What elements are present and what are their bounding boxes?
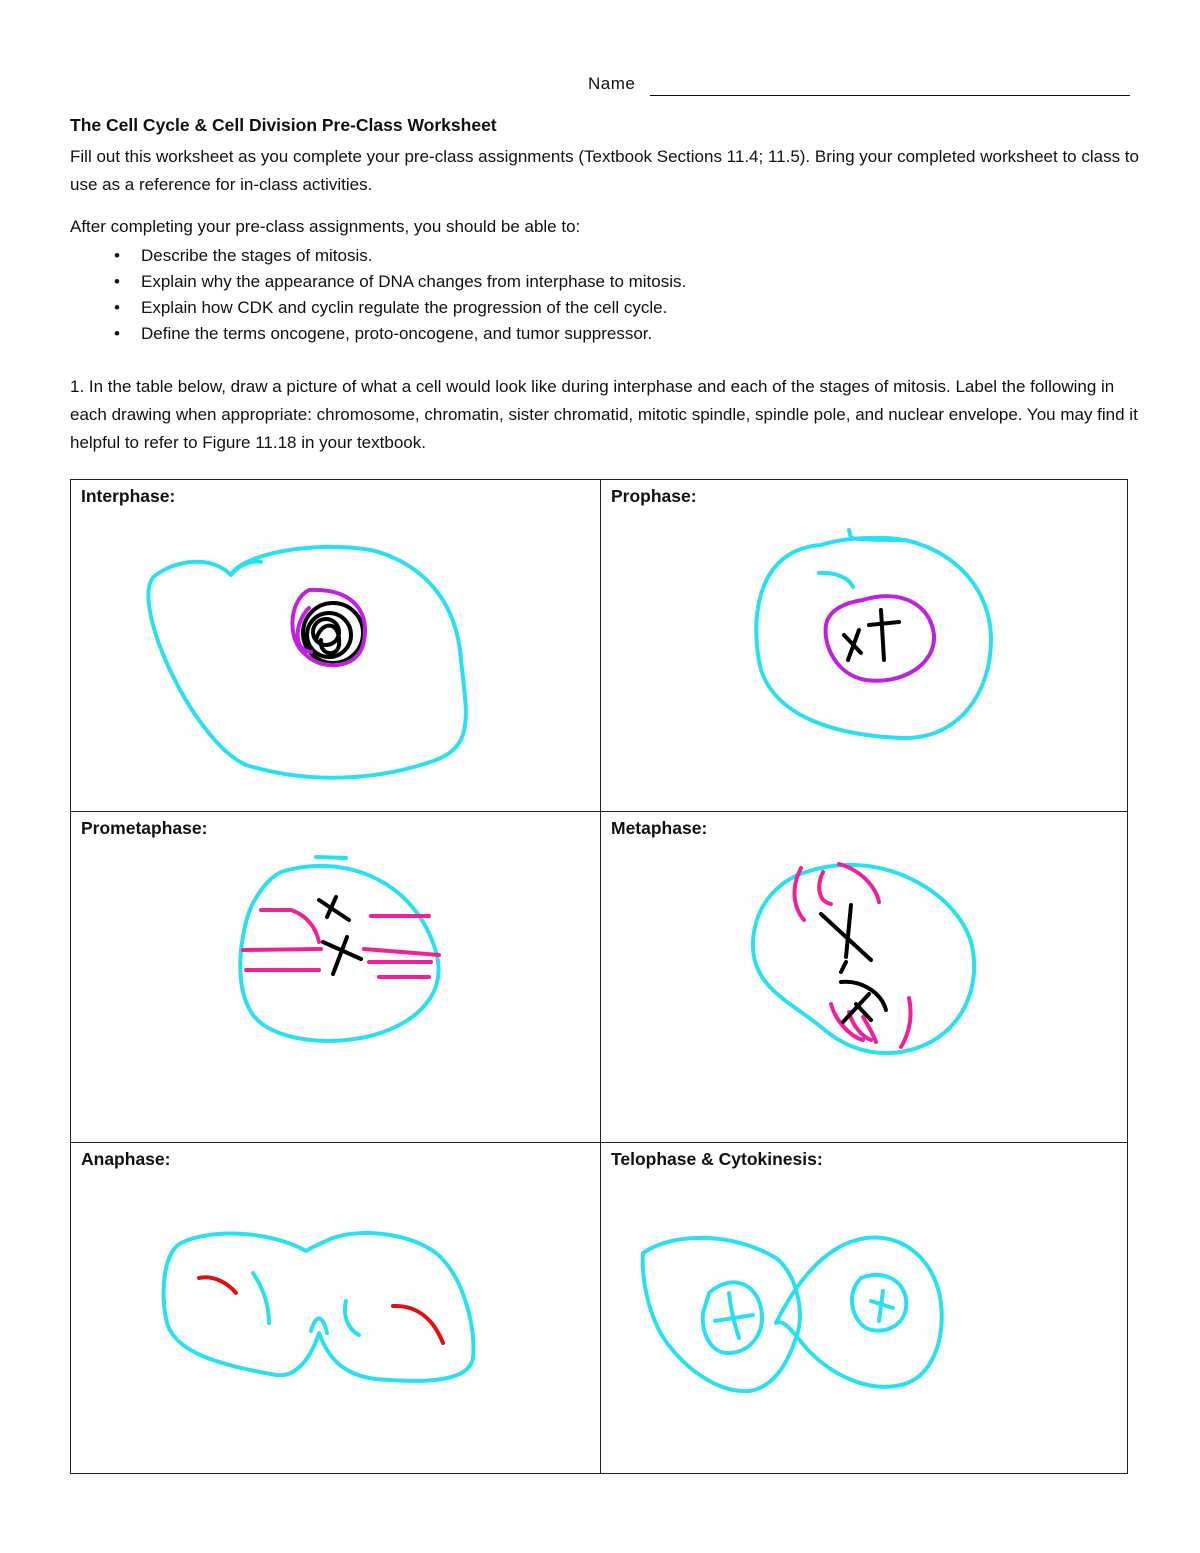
mitotic-spindle (243, 910, 439, 977)
cell-membrane-stroke (231, 562, 261, 575)
objective-item: • Define the terms oncogene, proto-oncogene, and tumor suppressor. (70, 321, 686, 347)
bullet-icon: • (114, 272, 120, 291)
chromatin-scribble (303, 603, 363, 663)
bullet-icon: • (114, 298, 120, 317)
cell-label: Anaphase: (81, 1149, 171, 1169)
anaphase-drawing (71, 1143, 600, 1473)
cell-membrane-stroke (316, 857, 346, 858)
cell-telophase-cytokinesis[interactable] (601, 1143, 1129, 1473)
cell-label: Metaphase: (611, 818, 708, 838)
intro-paragraph: Fill out this worksheet as you complete your pre-class assignments (Textbook Sections 11.4; 11.5). Bring your completed worksheet to class to use as a reference for in-class activities. (70, 147, 1139, 194)
telophase-drawing (601, 1143, 1129, 1473)
daughter-cell-left (643, 1238, 800, 1391)
objective-item: • Describe the stages of mitosis. (70, 243, 686, 269)
cell-membrane-outline (148, 547, 465, 778)
cell-label: Interphase: (81, 486, 176, 506)
cell-interphase[interactable] (71, 480, 600, 811)
cell-label: Prometaphase: (81, 818, 208, 838)
cell-label: Prophase: (611, 486, 697, 506)
prophase-drawing (601, 480, 1129, 811)
cell-membrane-outline (164, 1233, 474, 1381)
chromosome (715, 1291, 893, 1338)
cell-prometaphase[interactable] (71, 812, 600, 1142)
bullet-icon: • (114, 324, 120, 343)
objectives-lead: After completing your pre-class assignments, you should be able to: (70, 217, 581, 236)
mitosis-drawing-table (70, 479, 1128, 1474)
objective-item: • Explain how CDK and cyclin regulate the progression of the cell cycle. (70, 295, 686, 321)
bullet-icon: • (114, 246, 120, 265)
name-blank-line[interactable] (650, 95, 1130, 96)
question-1: 1. In the table below, draw a picture of what a cell would look like during interphase and each of the stages of mitosis. Label the following in each drawing when appropriate: chromosome, chromatin, sister chromatid, mitotic spindle, spindle pole, and nuclear envelope. You may find it helpful to refer to Figure 11.18 in your textbook. (70, 377, 1138, 452)
cell-metaphase[interactable] (601, 812, 1129, 1142)
membrane-fragment (819, 573, 853, 587)
cell-anaphase[interactable] (71, 1143, 600, 1473)
cleavage-furrow (311, 1318, 327, 1333)
worksheet-title: The Cell Cycle & Cell Division Pre-Class Worksheet (70, 115, 497, 135)
prometaphase-drawing (71, 812, 600, 1142)
objectives-list (70, 243, 686, 347)
metaphase-drawing (601, 812, 1129, 1142)
cell-membrane-stroke (849, 530, 906, 540)
chromosome (319, 897, 361, 974)
cell-membrane-outline (753, 865, 974, 1053)
cell-membrane-outline (756, 538, 991, 738)
interphase-drawing (71, 480, 600, 811)
objective-item: • Explain why the appearance of DNA changes from interphase to mitosis. (70, 269, 686, 295)
mitotic-spindle (253, 1273, 359, 1335)
chromosome (844, 610, 899, 660)
cell-prophase[interactable] (601, 480, 1129, 811)
name-label: Name (588, 74, 636, 93)
cell-label: Telophase & Cytokinesis: (611, 1149, 823, 1169)
